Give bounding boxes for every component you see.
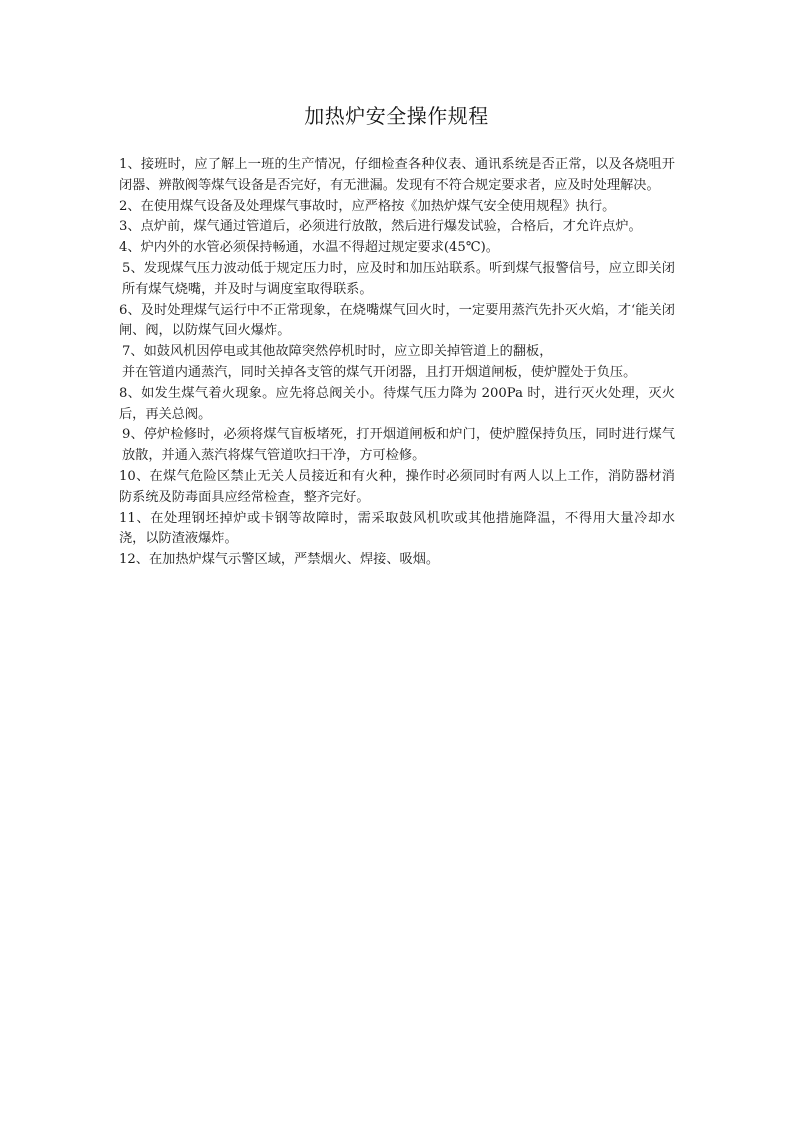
document-body: [119, 155, 675, 571]
paragraph-5: 5、发现煤气压力波动低于规定压力时，应及时和加压站联系。听到煤气报警信号，应立即关闭所有煤气烧嘴，并及时与调度室取得联系。: [122, 260, 675, 297]
paragraph-8: 8、如发生煤气着火现象。应先将总阀关小。待煤气压力降为 200Pa 时，进行灭火处理，灭火后，再关总阀。: [119, 385, 675, 422]
paragraph-6: 6、及时处理煤气运行中不正常现象，在烧嘴煤气回火时，一定要用蒸汽先扑灭火焰，才‘能关闭闸、阀，以防煤气回火爆炸。: [119, 302, 675, 339]
paragraph-11: 11、在处理钢坯掉炉或卡钢等故障时，需采取鼓风机吹或其他措施降温，不得用大量冷却水浇，以防渣液爆炸。: [119, 510, 675, 547]
paragraph-7: 7、如鼓风机因停电或其他故障突然停机时时，应立即关掉管道上的翻板，: [122, 344, 553, 360]
paragraph-7-continued: 并在管道内通蒸汽，同时关掉各支管的煤气开闭器，且打开烟道闸板，使炉膛处于负压。: [122, 364, 637, 380]
paragraph-1: 1、接班时，应了解上一班的生产情况，仔细检查各种仪表、通讯系统是否正常，以及各烧咀开闭器、辨散阀等煤气设备是否完好，有无泄漏。发现有不符合规定要求者，应及时处理解决。: [119, 157, 675, 193]
paragraph-9: 9、停炉检修时，必须将煤气盲板堵死，打开烟道闸板和炉门，使炉膛保持负压，同时进行煤气放散，并通入蒸汽将煤气管道吹扫干净，方可检修。: [122, 427, 675, 464]
paragraph-10: 10、在煤气危险区禁止无关人员接近和有火种，操作时必须同时有两人以上工作，消防器材消防系统及防毒面具应经常检查，整齐完好。: [119, 468, 675, 505]
paragraph-3: 3、点炉前，煤气通过管道后，必须进行放散，然后进行爆发试验，合格后，才允许点炉。: [119, 219, 642, 235]
paragraph-12: 12、在加热炉煤气示警区域，严禁烟火、焊接、吸烟。: [119, 552, 440, 568]
paragraph-2: 2、在使用煤气设备及处理煤气事故时，应严格按《加热炉煤气安全使用规程》执行。: [119, 198, 616, 214]
document-title: 加热炉安全操作规程: [304, 104, 489, 128]
paragraph-4: 4、炉内外的水管必须保持畅通，水温不得超过规定要求(45℃)。: [119, 240, 499, 256]
